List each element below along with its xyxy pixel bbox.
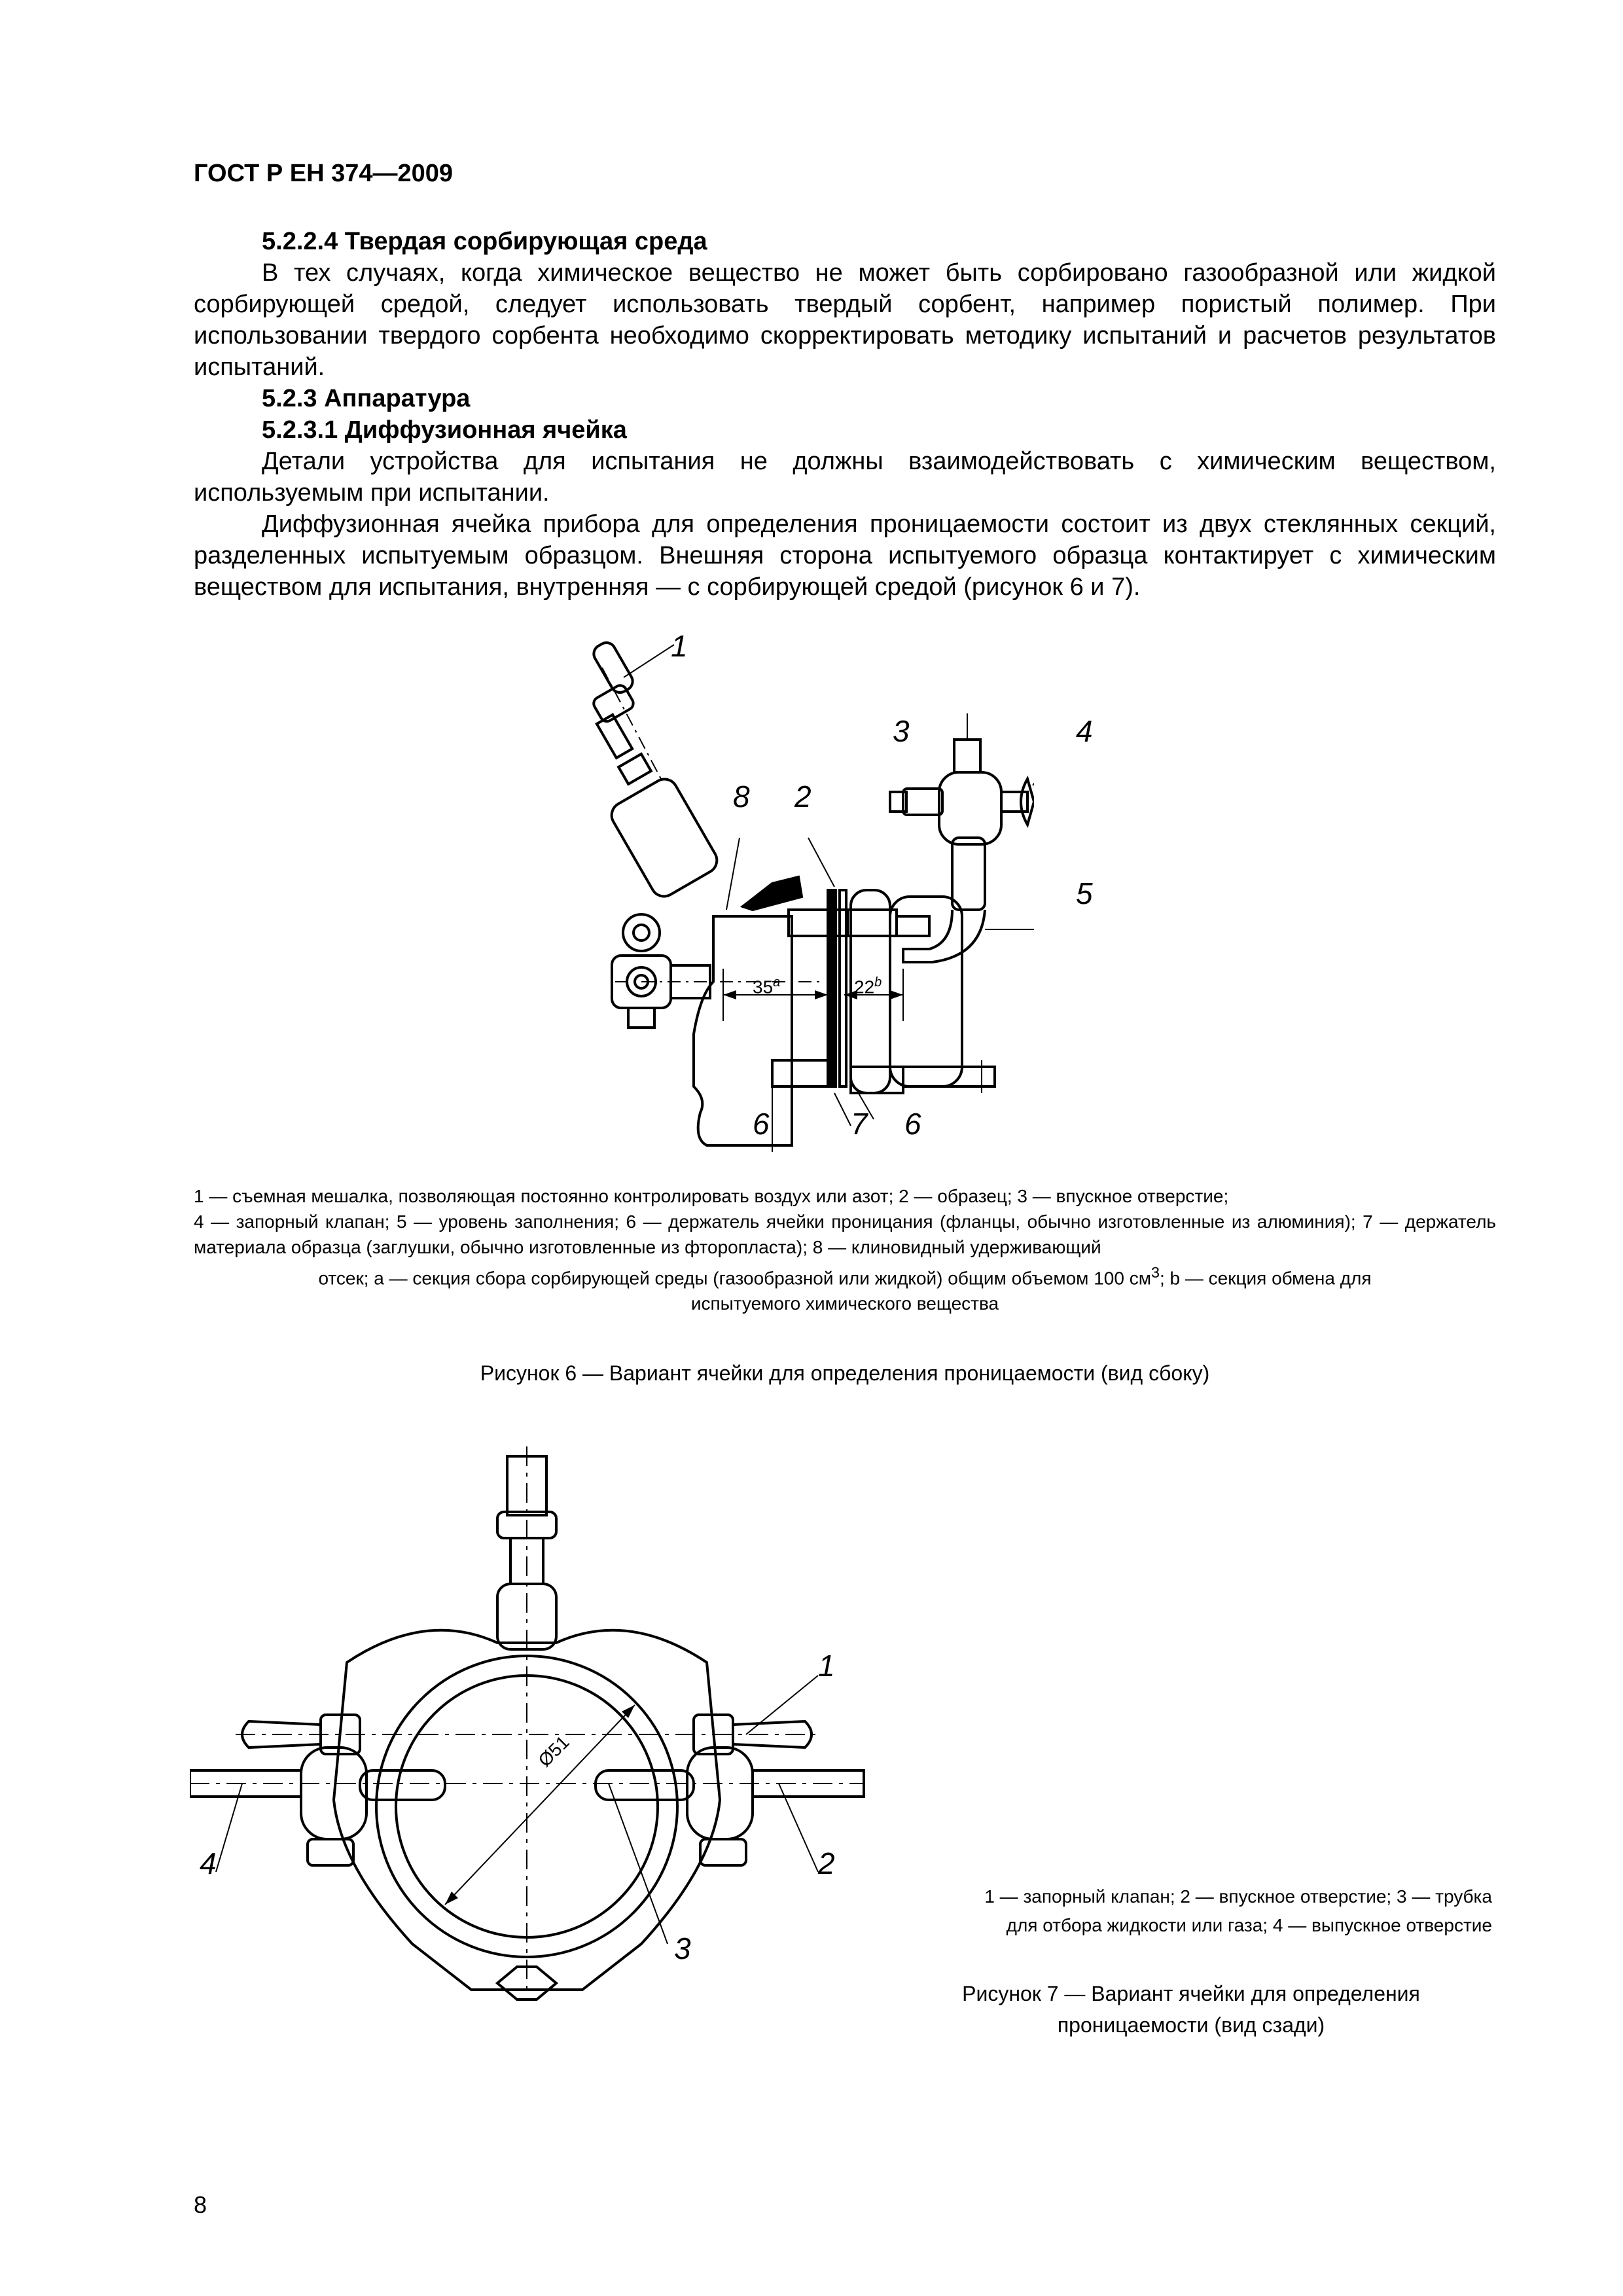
fig7-label-1: 1 <box>818 1649 835 1683</box>
fig6-label-3: 3 <box>893 714 910 748</box>
wedge-compartment <box>743 877 802 910</box>
fig7-title-line-2: проницаемости (вид сзади) <box>1057 2013 1325 2037</box>
figure-6-title: Рисунок 6 — Вариант ячейки для определения проницаемости (вид сбоку) <box>480 1361 1210 1385</box>
page-number: 8 <box>194 2191 207 2218</box>
fig6-legend-line-1: 1 — съемная мешалка, позволяющая постоянно контролировать воздух или азот; 2 — образец; 3 — впускное отверстие; <box>194 1186 1229 1206</box>
fig7-title-line-1: Рисунок 7 — Вариант ячейки для определения <box>962 1982 1420 2005</box>
standard-header: ГОСТ Р ЕН 374—2009 <box>194 160 454 187</box>
fig7-legend-line-1: 1 — запорный клапан; 2 — впускное отверстие; 3 — трубка <box>984 1886 1492 1907</box>
body-text <box>194 226 1496 603</box>
fig6-legend-line-2: 4 — запорный клапан; 5 — уровень заполнения; 6 — держатель ячейки проницания (фланцы, обычно изготовленные из алюминия); 7 — держатель материала образца (заглушки, обычно изготовленные из фторопласта); 8 — клиновидный удерживающий <box>194 1211 1496 1257</box>
top-stem <box>497 1446 556 1990</box>
right-valve-group <box>596 1715 864 1865</box>
fig6-legend-line-3: отсек; a — секция сбора сорбирующей среды (газообразной или жидкой) общим объемом 100 $см^3$; b — секция обмена для <box>318 1264 1372 1289</box>
fig7-label-4: 4 <box>200 1846 217 1880</box>
fig6-label-1: 1 <box>671 629 688 663</box>
section-text-5224: В тех случаях, когда химическое вещество не может быть сорбировано газообразной или жидкой сорбирующей средой, следует использовать твердый сорбент, например пористый полимер. При использовании твердого сорбента необходимо скорректировать методику испытаний и расчетов результатов испытаний. <box>194 259 1496 381</box>
figure-7-title <box>903 1978 1479 2041</box>
left-valve-group <box>190 1715 445 1865</box>
fig6-dim-b: 22$^b$ <box>854 975 882 997</box>
fig6-label-5: 5 <box>1076 876 1093 910</box>
fig6-label-6-right: 6 <box>904 1107 921 1141</box>
section-heading-5231: 5.2.3.1 Диффузионная ячейка <box>262 416 627 444</box>
sample-plate <box>828 890 836 1086</box>
figure-7-drawing <box>190 1446 897 2022</box>
figure-6-drawing <box>576 628 1034 1152</box>
section-heading-523: 5.2.3 Аппаратура <box>262 385 471 412</box>
fig7-label-2: 2 <box>818 1846 835 1880</box>
fig6-label-7: 7 <box>851 1107 868 1141</box>
stirrer-assembly <box>590 639 721 901</box>
section-heading-5224: 5.2.2.4 Твердая сорбирующая среда <box>262 228 707 255</box>
figure-7-legend <box>864 1882 1492 1940</box>
fig7-legend-line-2: для отбора жидкости или газа; 4 — выпускное отверстие <box>1006 1915 1492 1935</box>
fig6-label-6-left: 6 <box>753 1107 770 1141</box>
fig6-label-2: 2 <box>794 780 812 814</box>
paragraph-1: Детали устройства для испытания не должны взаимодействовать с химическим веществом, используемым при испытании. <box>194 448 1496 507</box>
fig6-label-4: 4 <box>1076 714 1093 748</box>
fig6-label-8: 8 <box>733 780 750 814</box>
sample-holder <box>840 890 846 1086</box>
paragraph-2: Диффузионная ячейка прибора для определения проницаемости состоит из двух стеклянных секций, разделенных испытуемым образцом. Внешняя сторона испытуемого образца контактирует с химическим веществом для испытания, внутренняя — с сорбирующей средой (рисунок 6 и 7). <box>194 511 1496 601</box>
fig7-label-3: 3 <box>674 1931 691 1965</box>
fig6-legend-line-4: испытуемого химического вещества <box>690 1293 999 1314</box>
fig6-dim-a: 35$^a$ <box>753 975 781 997</box>
right-flange <box>772 890 995 1093</box>
figure-6-legend <box>194 1183 1496 1316</box>
fig7-diameter: Ø51 <box>534 1731 573 1771</box>
